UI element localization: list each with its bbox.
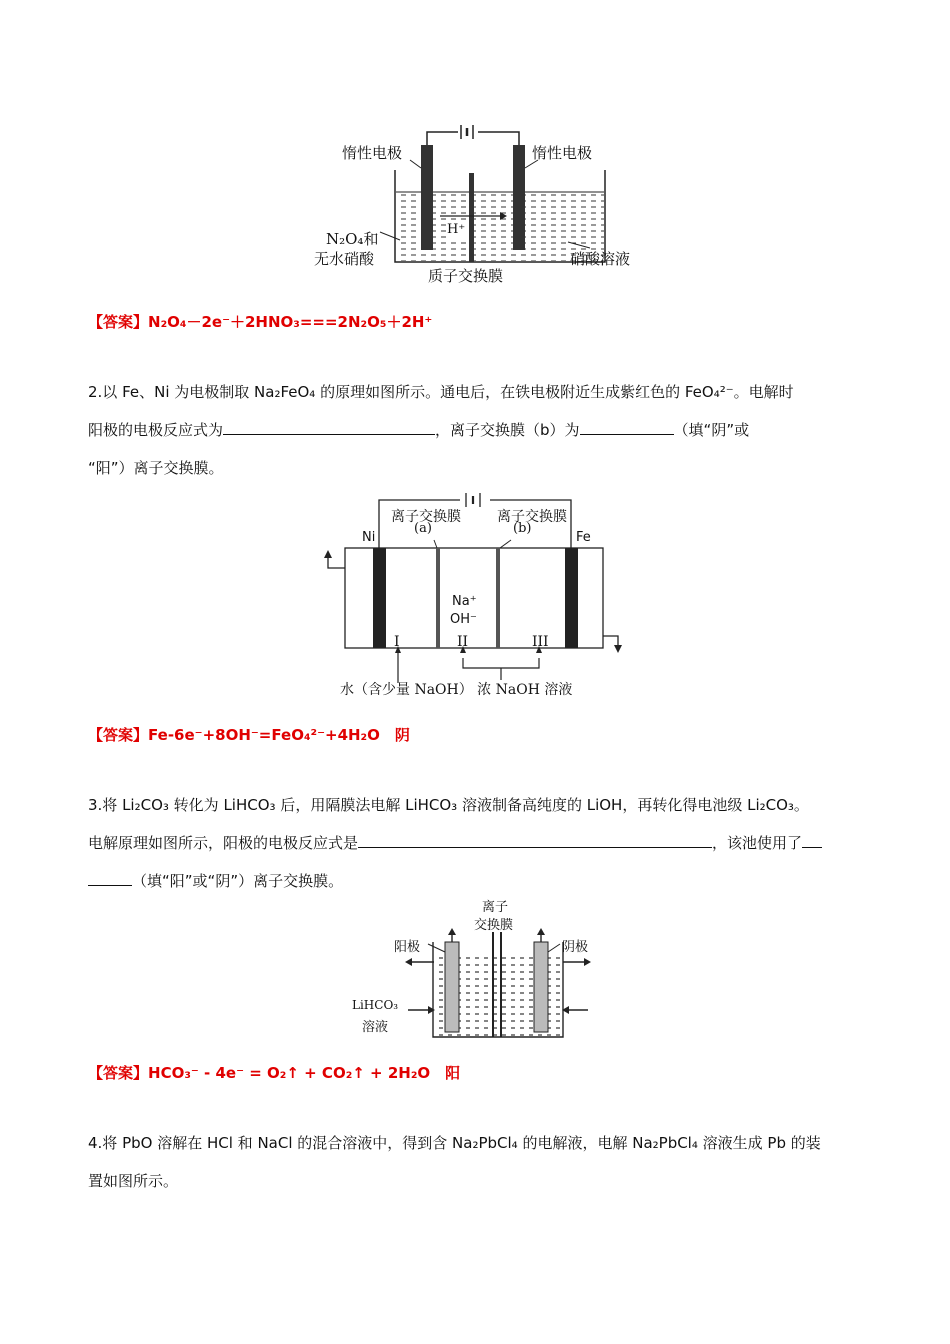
fig1-right-solution-label: 硝酸溶液 — [570, 250, 631, 268]
fig2-tag-a: (a) — [414, 521, 432, 536]
fig2-ion-na: Na⁺ — [452, 594, 477, 609]
q2-line2-b: ，离子交换膜（b）为 — [435, 421, 580, 439]
answer-1-text: N₂O₄－2e⁻＋2HNO₃===2N₂O₅＋2H⁺ — [148, 313, 433, 331]
figure-1-electrolysis-cell — [300, 120, 660, 290]
fig1-left-solution-line2: 无水硝酸 — [314, 250, 375, 268]
fig1-ion-label: H⁺ — [447, 222, 466, 237]
q2-line3: “阳”）离子交换膜。 — [88, 459, 224, 477]
answer-1 — [88, 312, 432, 332]
answer-3 — [88, 1063, 460, 1083]
q3-line3 — [88, 871, 343, 891]
figure-2-ferrate-cell — [310, 488, 640, 703]
q2-blank-membrane-type[interactable] — [580, 420, 674, 435]
q3-line2-b: ，该池使用了 — [712, 834, 803, 852]
fig1-right-electrode-label: 惰性电极 — [532, 144, 593, 162]
answer-2-label: 【答案】 — [88, 726, 149, 744]
answer-2-text: Fe-6e⁻+8OH⁻=FeO₄²⁻+4H₂O 阴 — [148, 726, 410, 744]
answer-1-label: 【答案】 — [88, 313, 149, 331]
fig2-tag-b: (b) — [513, 521, 532, 536]
q3-blank-anode-equation[interactable] — [358, 833, 712, 848]
q4-line1: 4.将 PbO 溶解在 HCl 和 NaCl 的混合溶液中，得到含 Na₂PbCl₄ 的电解液，电解 Na₂PbCl₄ 溶液生成 Pb 的装 — [88, 1134, 821, 1152]
fig3-cathode-label: 阴极 — [562, 940, 589, 955]
fig1-left-electrode-label: 惰性电极 — [342, 144, 403, 162]
fig2-ni-label: Ni — [362, 530, 376, 545]
fig2-room-3: III — [532, 634, 549, 650]
fig3-membrane-line2: 交换膜 — [474, 918, 514, 933]
fig2-membrane-a-label: 离子交换膜 — [391, 509, 461, 525]
q2-line2-a: 阳极的电极反应式为 — [88, 421, 224, 439]
q3-blank-membrane-type-part2[interactable] — [88, 871, 132, 886]
fig1-membrane-label: 质子交换膜 — [428, 267, 504, 285]
q3-line1: 3.将 Li₂CO₃ 转化为 LiHCO₃ 后，用隔膜法电解 LiHCO₃ 溶液制备高纯度的 LiOH，再转化得电池级 Li₂CO₃。 — [88, 796, 809, 814]
fig2-fe-label: Fe — [576, 530, 591, 545]
q4-line2: 置如图所示。 — [88, 1172, 179, 1190]
q3-blank-membrane-type-part1[interactable] — [802, 833, 822, 848]
fig1-left-solution-line1: N₂O₄和 — [326, 230, 379, 248]
fig2-room-2: II — [457, 634, 469, 650]
fig2-bottom-caption: 水（含少量 NaOH） 浓 NaOH 溶液 — [340, 682, 573, 698]
fig2-room-1: I — [394, 634, 400, 650]
q3-line2 — [88, 833, 822, 853]
fig3-solution-line2: 溶液 — [362, 1020, 389, 1035]
q3-line3-text: （填“阳”或“阴”）离子交换膜。 — [132, 872, 344, 890]
fig3-anode-label: 阳极 — [394, 940, 421, 955]
q2-line2 — [88, 420, 749, 440]
fig2-ion-oh: OH⁻ — [450, 612, 477, 627]
answer-3-text: HCO₃⁻ - 4e⁻ = O₂↑ + CO₂↑ + 2H₂O 阳 — [148, 1064, 461, 1082]
q3-line2-a: 电解原理如图所示，阳极的电极反应式是 — [88, 834, 359, 852]
fig3-solution-line1: LiHCO₃ — [352, 998, 399, 1012]
answer-3-label: 【答案】 — [88, 1064, 149, 1082]
q2-line1: 2.以 Fe、Ni 为电极制取 Na₂FeO₄ 的原理如图所示。通电后，在铁电极附近生成紫红色的 FeO₄²⁻。电解时 — [88, 383, 794, 401]
figure-3-lihco3-cell — [348, 892, 608, 1042]
q2-line2-c: （填“阴”或 — [673, 421, 750, 439]
fig3-membrane-line1: 离子 — [482, 900, 509, 915]
fig2-membrane-b-label: 离子交换膜 — [497, 509, 567, 525]
q2-blank-anode-equation[interactable] — [223, 420, 435, 435]
answer-2 — [88, 725, 410, 745]
